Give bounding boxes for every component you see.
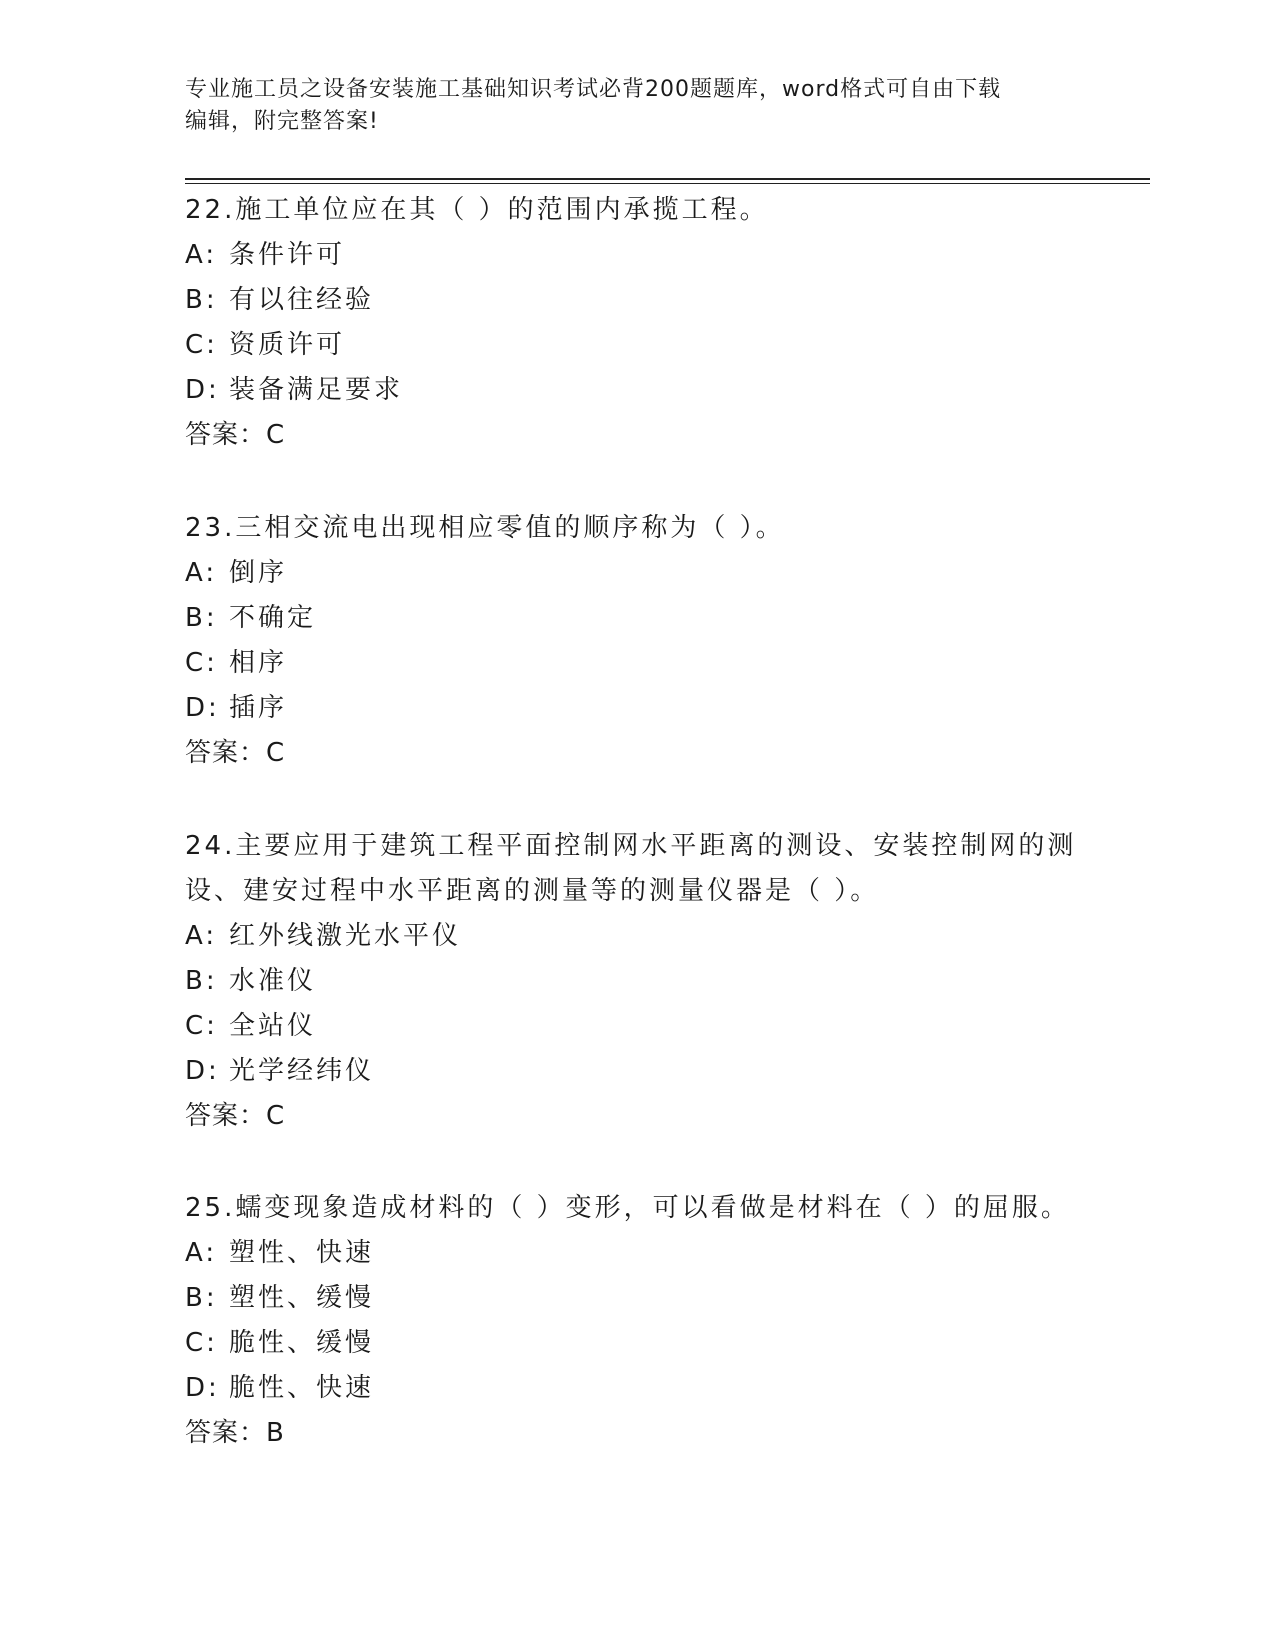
option-b [185, 1276, 1085, 1321]
question-23 [185, 506, 1085, 776]
answer-line: 答案：C [185, 420, 286, 450]
option-text: 装备满足要求 [229, 375, 404, 405]
option-letter: D: [185, 1056, 220, 1086]
option-letter: A: [185, 921, 218, 951]
question-stem-line2: 设、建安过程中水平距离的测量等的测量仪器是（ ）。 [185, 876, 880, 906]
question-24 [185, 824, 1085, 1139]
option-d [185, 686, 1085, 731]
option-b [185, 596, 1085, 641]
option-text: 条件许可 [229, 240, 346, 270]
option-text: 脆性、缓慢 [229, 1328, 375, 1358]
option-a [185, 551, 1085, 596]
option-c [185, 1321, 1085, 1366]
option-d [185, 1366, 1085, 1411]
option-letter: B: [185, 285, 218, 315]
option-text: 塑性、缓慢 [229, 1283, 375, 1313]
option-letter: C: [185, 648, 218, 678]
option-letter: C: [185, 330, 218, 360]
option-text: 全站仪 [229, 1011, 317, 1041]
option-text: 不确定 [229, 603, 317, 633]
option-c [185, 323, 1085, 368]
question-22 [185, 188, 1085, 458]
option-letter: C: [185, 1011, 218, 1041]
option-c [185, 1004, 1085, 1049]
option-text: 塑性、快速 [229, 1238, 375, 1268]
question-stem: 22.施工单位应在其（ ）的范围内承揽工程。 [185, 195, 769, 225]
option-text: 有以往经验 [229, 285, 375, 315]
option-text: 倒序 [229, 558, 288, 588]
option-letter: B: [185, 966, 218, 996]
option-d [185, 1049, 1085, 1094]
option-a [185, 233, 1085, 278]
question-stem: 23.三相交流电出现相应零值的顺序称为（ ）。 [185, 513, 785, 543]
option-letter: B: [185, 603, 218, 633]
option-a [185, 914, 1085, 959]
option-a [185, 1231, 1085, 1276]
option-text: 资质许可 [229, 330, 346, 360]
answer-line: 答案：B [185, 1418, 285, 1448]
option-letter: D: [185, 693, 220, 723]
header-title-line1: 专业施工员之设备安装施工基础知识考试必背200题题库，word格式可自由下载 [185, 77, 1002, 102]
header-divider-thick [185, 178, 1150, 180]
option-d [185, 368, 1085, 413]
option-b [185, 278, 1085, 323]
question-25 [185, 1186, 1085, 1456]
option-letter: B: [185, 1283, 218, 1313]
option-letter: D: [185, 1373, 220, 1403]
option-b [185, 959, 1085, 1004]
question-stem: 25.蠕变现象造成材料的（ ）变形，可以看做是材料在（ ）的屈服。 [185, 1193, 1070, 1223]
question-stem-line1: 24.主要应用于建筑工程平面控制网水平距离的测设、安装控制网的测 [185, 831, 1077, 861]
option-letter: D: [185, 375, 220, 405]
option-c [185, 641, 1085, 686]
answer-line: 答案：C [185, 1101, 286, 1131]
document-header [185, 74, 1065, 138]
option-letter: A: [185, 1238, 218, 1268]
option-text: 光学经纬仪 [229, 1056, 375, 1086]
header-divider-thin [185, 183, 1150, 184]
option-letter: A: [185, 558, 218, 588]
option-text: 相序 [229, 648, 288, 678]
option-text: 插序 [229, 693, 288, 723]
option-text: 红外线激光水平仪 [229, 921, 462, 951]
option-text: 脆性、快速 [229, 1373, 375, 1403]
header-title-line2: 编辑，附完整答案! [185, 109, 379, 134]
option-text: 水准仪 [229, 966, 317, 996]
answer-line: 答案：C [185, 738, 286, 768]
option-letter: C: [185, 1328, 218, 1358]
option-letter: A: [185, 240, 218, 270]
